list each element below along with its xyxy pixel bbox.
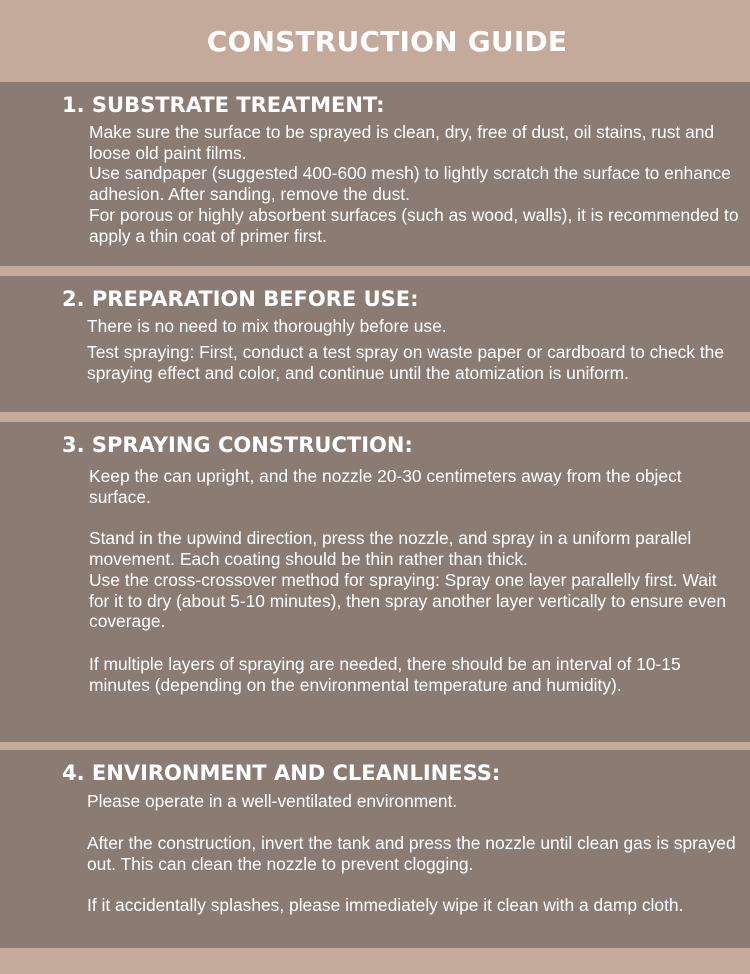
section-paragraph: Keep the can upright, and the nozzle 20-30 centimeters away from the object surface. <box>89 466 682 507</box>
section-paragraph: Please operate in a well-ventilated environment. <box>87 791 458 811</box>
section-paragraph: Use the cross-crossover method for spraying: Spray one layer parallelly first. Wait for it to dry (about 5-10 minutes), then spray another layer vertically to ensure even coverage. <box>89 570 727 631</box>
section-paragraph: If it accidentally splashes, please immediately wipe it clean with a damp cloth. <box>87 895 684 915</box>
section-spraying-construction <box>0 422 750 742</box>
section-heading: 1. SUBSTRATE TREATMENT: <box>62 93 385 117</box>
section-heading: 4. ENVIRONMENT AND CLEANLINESS: <box>62 761 501 785</box>
section-paragraph: There is no need to mix thoroughly before use. <box>87 316 447 336</box>
page-title: CONSTRUCTION GUIDE <box>206 24 568 58</box>
section-paragraph: If multiple layers of spraying are needed, there should be an interval of 10-15 minutes (depending on the environmental temperature and humidity). <box>89 654 681 695</box>
section-paragraph: Use sandpaper (suggested 400-600 mesh) to lightly scratch the surface to enhance adhesion. After sanding, remove the dust. <box>89 163 731 204</box>
section-paragraph: Make sure the surface to be sprayed is clean, dry, free of dust, oil stains, rust and loose old paint films. <box>89 122 715 163</box>
section-preparation <box>0 276 750 412</box>
section-environment-cleanliness <box>0 750 750 948</box>
section-paragraph: Test spraying: First, conduct a test spray on waste paper or cardboard to check the spraying effect and color, and continue until the atomization is uniform. <box>87 342 725 383</box>
section-heading: 2. PREPARATION BEFORE USE: <box>62 287 419 311</box>
header-banner <box>0 0 750 82</box>
section-paragraph: For porous or highly absorbent surfaces (such as wood, walls), it is recommended to apply a thin coat of primer first. <box>89 205 739 246</box>
section-paragraph: Stand in the upwind direction, press the nozzle, and spray in a uniform parallel movement. Each coating should be thin rather than thick. <box>89 528 692 569</box>
section-substrate-treatment <box>0 82 750 266</box>
section-heading: 3. SPRAYING CONSTRUCTION: <box>62 433 413 457</box>
section-paragraph: After the construction, invert the tank and press the nozzle until clean gas is sprayed out. This can clean the nozzle to prevent clogging. <box>87 833 736 874</box>
